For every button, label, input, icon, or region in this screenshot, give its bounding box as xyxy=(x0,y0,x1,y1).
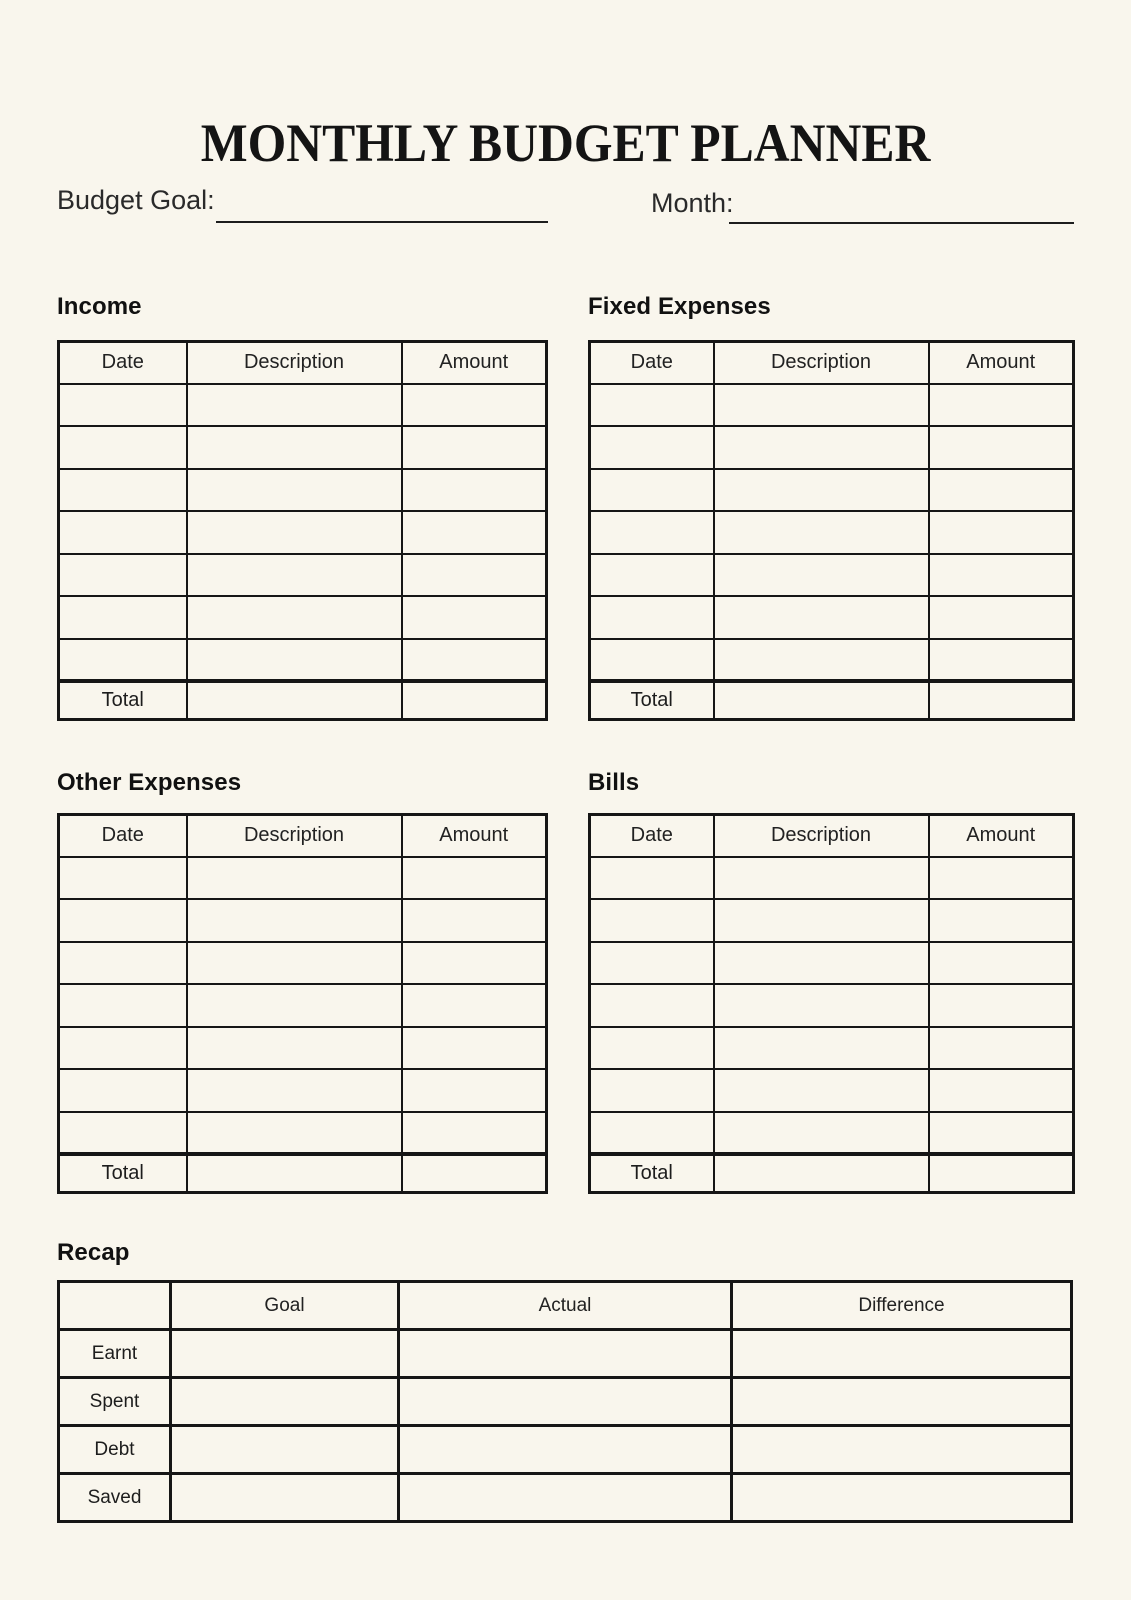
recap-label-saved: Saved xyxy=(59,1474,171,1522)
amount-cell xyxy=(929,426,1074,469)
amount-cell xyxy=(402,639,547,682)
amount-cell xyxy=(929,384,1074,427)
description-cell xyxy=(714,426,929,469)
fixed-expenses-col-date: Date xyxy=(590,342,714,384)
fixed-expenses-col-amount: Amount xyxy=(929,342,1074,384)
recap-col-goal: Goal xyxy=(171,1282,399,1330)
table-row xyxy=(59,511,547,554)
description-cell xyxy=(714,469,929,512)
section-bills xyxy=(588,768,1075,1194)
table-row xyxy=(59,426,547,469)
fixed-expenses-total-label: Total xyxy=(590,681,714,719)
bills-col-date: Date xyxy=(590,815,714,857)
amount-cell xyxy=(929,1069,1074,1112)
goal-cell xyxy=(171,1474,399,1522)
table-row xyxy=(59,384,547,427)
date-cell xyxy=(59,942,187,985)
description-cell xyxy=(714,511,929,554)
date-cell xyxy=(590,384,714,427)
table-row xyxy=(59,596,547,639)
section-other-expenses xyxy=(57,768,548,1194)
date-cell xyxy=(59,984,187,1027)
section-fixed-expenses xyxy=(588,292,1075,721)
amount-cell xyxy=(929,1112,1074,1155)
difference-cell xyxy=(732,1378,1072,1426)
date-cell xyxy=(59,1112,187,1155)
recap-header-row xyxy=(59,1282,1072,1330)
fixed-expenses-header-row xyxy=(590,342,1074,384)
goal-cell xyxy=(171,1330,399,1378)
description-cell xyxy=(187,857,402,900)
amount-cell xyxy=(929,942,1074,985)
description-cell xyxy=(714,1112,929,1155)
bills-table xyxy=(588,813,1075,1194)
month-label: Month: xyxy=(651,188,734,218)
other-expenses-col-date: Date xyxy=(59,815,187,857)
income-total-label: Total xyxy=(59,681,187,719)
recap-table xyxy=(57,1280,1073,1523)
description-cell xyxy=(714,639,929,682)
date-cell xyxy=(590,596,714,639)
table-row xyxy=(59,984,547,1027)
date-cell xyxy=(590,942,714,985)
description-cell xyxy=(187,1027,402,1070)
total-amount-cell xyxy=(402,681,547,719)
amount-cell xyxy=(929,639,1074,682)
date-cell xyxy=(59,1027,187,1070)
date-cell xyxy=(590,1069,714,1112)
recap-row-earnt xyxy=(59,1330,1072,1378)
description-cell xyxy=(714,1027,929,1070)
other-expenses-col-amount: Amount xyxy=(402,815,547,857)
description-cell xyxy=(714,984,929,1027)
income-col-date: Date xyxy=(59,342,187,384)
description-cell xyxy=(187,639,402,682)
total-amount-cell xyxy=(402,1154,547,1192)
date-cell xyxy=(59,899,187,942)
income-heading: Income xyxy=(57,293,142,320)
total-description-cell xyxy=(714,1154,929,1192)
description-cell xyxy=(714,554,929,597)
description-cell xyxy=(187,469,402,512)
amount-cell xyxy=(402,384,547,427)
amount-cell xyxy=(929,554,1074,597)
table-row xyxy=(590,857,1074,900)
total-row xyxy=(59,681,547,719)
total-row xyxy=(590,681,1074,719)
amount-cell xyxy=(402,984,547,1027)
total-row xyxy=(590,1154,1074,1192)
bills-header-row xyxy=(590,815,1074,857)
amount-cell xyxy=(402,511,547,554)
description-cell xyxy=(187,384,402,427)
table-row xyxy=(590,899,1074,942)
recap-label-spent: Spent xyxy=(59,1378,171,1426)
table-row xyxy=(59,1069,547,1112)
date-cell xyxy=(590,469,714,512)
page-title: MONTHLY BUDGET PLANNER xyxy=(200,113,931,174)
amount-cell xyxy=(929,984,1074,1027)
date-cell xyxy=(59,1069,187,1112)
recap-heading: Recap xyxy=(57,1239,130,1266)
table-row xyxy=(590,984,1074,1027)
fixed-expenses-col-description: Description xyxy=(714,342,929,384)
description-cell xyxy=(714,942,929,985)
amount-cell xyxy=(929,1027,1074,1070)
date-cell xyxy=(59,511,187,554)
difference-cell xyxy=(732,1330,1072,1378)
budget-goal-fill-line xyxy=(216,221,548,223)
table-row xyxy=(590,469,1074,512)
amount-cell xyxy=(929,899,1074,942)
total-amount-cell xyxy=(929,1154,1074,1192)
table-row xyxy=(590,596,1074,639)
section-recap xyxy=(57,1238,1073,1523)
recap-row-saved xyxy=(59,1474,1072,1522)
table-row xyxy=(59,469,547,512)
other-expenses-col-description: Description xyxy=(187,815,402,857)
recap-row-spent xyxy=(59,1378,1072,1426)
description-cell xyxy=(187,984,402,1027)
description-cell xyxy=(714,384,929,427)
description-cell xyxy=(187,554,402,597)
actual-cell xyxy=(399,1330,732,1378)
amount-cell xyxy=(929,857,1074,900)
recap-label-earnt: Earnt xyxy=(59,1330,171,1378)
month-fill-line xyxy=(729,222,1074,224)
date-cell xyxy=(590,639,714,682)
date-cell xyxy=(590,899,714,942)
income-col-amount: Amount xyxy=(402,342,547,384)
date-cell xyxy=(590,1112,714,1155)
table-row xyxy=(59,1112,547,1155)
income-col-description: Description xyxy=(187,342,402,384)
bills-col-description: Description xyxy=(714,815,929,857)
date-cell xyxy=(590,984,714,1027)
amount-cell xyxy=(402,426,547,469)
income-header-row xyxy=(59,342,547,384)
section-income xyxy=(57,292,548,721)
amount-cell xyxy=(402,1112,547,1155)
difference-cell xyxy=(732,1426,1072,1474)
description-cell xyxy=(714,1069,929,1112)
other-expenses-table xyxy=(57,813,548,1194)
description-cell xyxy=(187,426,402,469)
date-cell xyxy=(590,426,714,469)
description-cell xyxy=(187,899,402,942)
recap-corner-cell xyxy=(59,1282,171,1330)
goal-cell xyxy=(171,1426,399,1474)
table-row xyxy=(590,1112,1074,1155)
amount-cell xyxy=(402,857,547,900)
total-description-cell xyxy=(187,681,402,719)
total-amount-cell xyxy=(929,681,1074,719)
amount-cell xyxy=(402,596,547,639)
table-row xyxy=(590,639,1074,682)
bills-total-label: Total xyxy=(590,1154,714,1192)
description-cell xyxy=(187,1112,402,1155)
date-cell xyxy=(590,857,714,900)
goal-cell xyxy=(171,1378,399,1426)
table-row xyxy=(590,384,1074,427)
description-cell xyxy=(187,511,402,554)
total-row xyxy=(59,1154,547,1192)
description-cell xyxy=(714,857,929,900)
description-cell xyxy=(187,1069,402,1112)
other-expenses-heading: Other Expenses xyxy=(57,769,242,796)
amount-cell xyxy=(402,469,547,512)
date-cell xyxy=(59,639,187,682)
actual-cell xyxy=(399,1474,732,1522)
fixed-expenses-heading: Fixed Expenses xyxy=(588,293,771,320)
date-cell xyxy=(59,384,187,427)
table-row xyxy=(59,639,547,682)
actual-cell xyxy=(399,1378,732,1426)
description-cell xyxy=(714,596,929,639)
budget-goal-label: Budget Goal: xyxy=(57,185,215,215)
amount-cell xyxy=(402,1069,547,1112)
date-cell xyxy=(59,857,187,900)
description-cell xyxy=(714,899,929,942)
date-cell xyxy=(590,554,714,597)
amount-cell xyxy=(402,554,547,597)
table-row xyxy=(590,554,1074,597)
date-cell xyxy=(590,1027,714,1070)
recap-col-actual: Actual xyxy=(399,1282,732,1330)
table-row xyxy=(59,554,547,597)
table-row xyxy=(590,942,1074,985)
date-cell xyxy=(59,554,187,597)
amount-cell xyxy=(929,469,1074,512)
table-row xyxy=(590,511,1074,554)
actual-cell xyxy=(399,1426,732,1474)
bills-col-amount: Amount xyxy=(929,815,1074,857)
recap-label-debt: Debt xyxy=(59,1426,171,1474)
date-cell xyxy=(59,596,187,639)
amount-cell xyxy=(929,511,1074,554)
amount-cell xyxy=(402,942,547,985)
amount-cell xyxy=(402,1027,547,1070)
description-cell xyxy=(187,942,402,985)
total-description-cell xyxy=(714,681,929,719)
income-table xyxy=(57,340,548,721)
table-row xyxy=(59,857,547,900)
amount-cell xyxy=(929,596,1074,639)
difference-cell xyxy=(732,1474,1072,1522)
amount-cell xyxy=(402,899,547,942)
table-row xyxy=(59,942,547,985)
other-expenses-total-label: Total xyxy=(59,1154,187,1192)
other-expenses-header-row xyxy=(59,815,547,857)
date-cell xyxy=(59,469,187,512)
table-row xyxy=(590,1027,1074,1070)
fixed-expenses-table xyxy=(588,340,1075,721)
date-cell xyxy=(59,426,187,469)
recap-row-debt xyxy=(59,1426,1072,1474)
table-row xyxy=(59,899,547,942)
table-row xyxy=(590,426,1074,469)
description-cell xyxy=(187,596,402,639)
date-cell xyxy=(590,511,714,554)
table-row xyxy=(590,1069,1074,1112)
total-description-cell xyxy=(187,1154,402,1192)
recap-col-difference: Difference xyxy=(732,1282,1072,1330)
table-row xyxy=(59,1027,547,1070)
bills-heading: Bills xyxy=(588,769,640,796)
